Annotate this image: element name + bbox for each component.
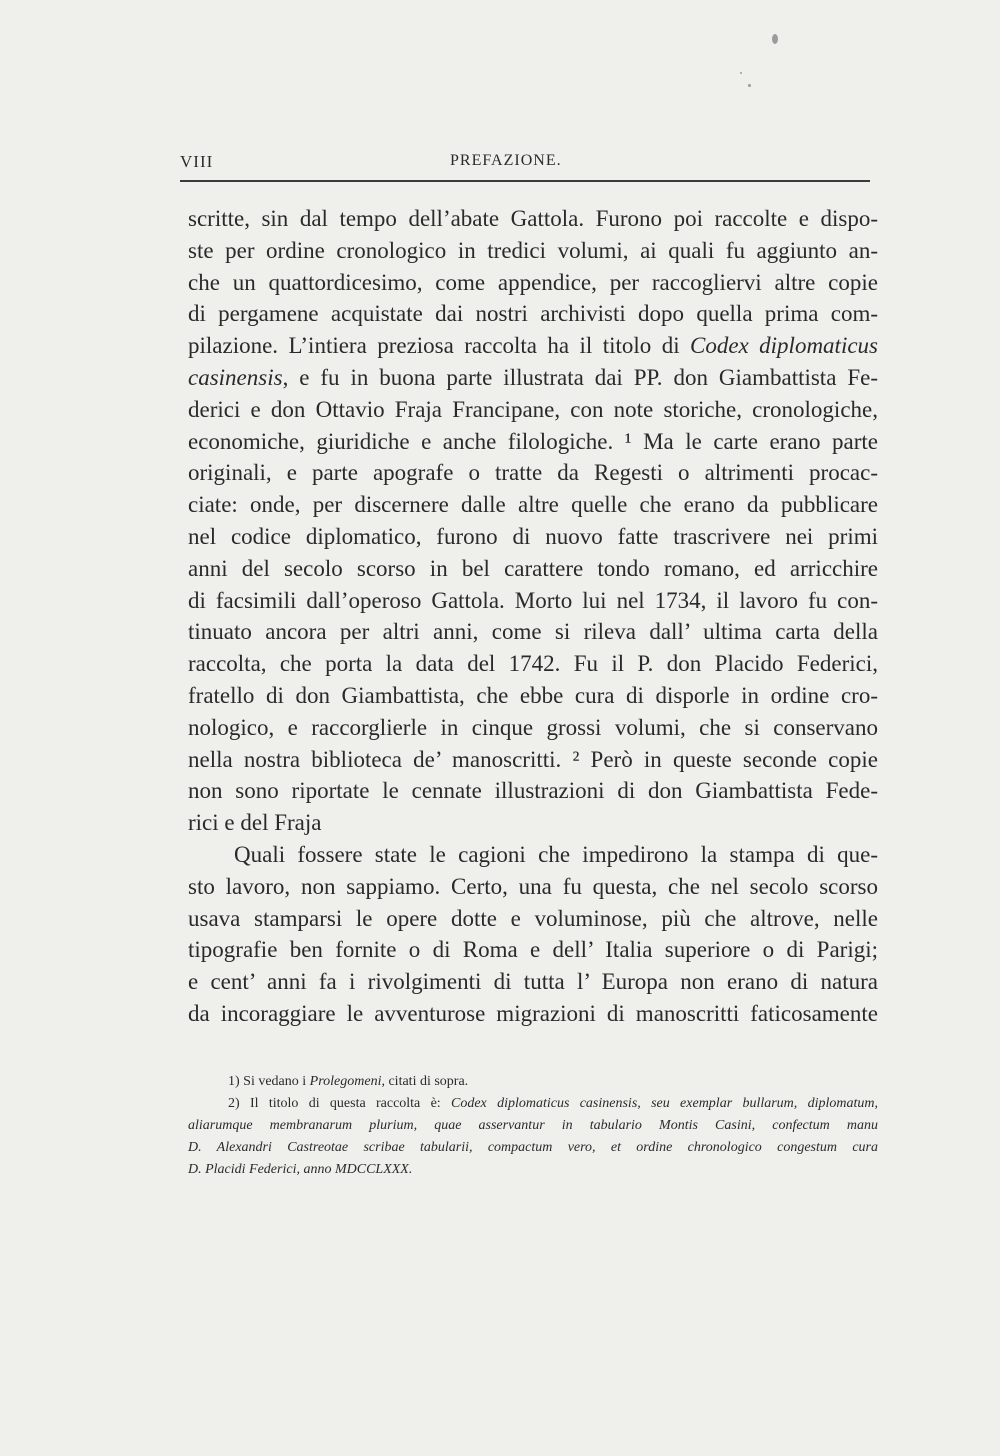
text-line: ciate: onde, per discernere dalle altre quelle che erano da pubblicare <box>188 492 878 518</box>
text-line: e cent’ anni fa i rivolgimenti di tutta l’ Europa non erano di natura <box>188 969 878 995</box>
text-line: raccolta, che porta la data del 1742. Fu il P. don Placido Federici, <box>188 651 878 677</box>
text-line: ste per ordine cronologico in tredici volumi, ai quali fu aggiunto an- <box>188 237 878 263</box>
text-line: di facsimili dall’operoso Gattola. Morto lui nel 1734, il lavoro fu con- <box>188 587 878 613</box>
text-line: tipografie ben fornite o di Roma e dell’ Italia superiore o di Parigi; <box>188 937 878 963</box>
header-rule <box>180 180 870 182</box>
text-line: nologico, e raccorglierle in cinque grossi volumi, che si conservano <box>188 714 878 740</box>
text-line: nella nostra biblioteca de’ manoscritti. ² Però in queste seconde copie <box>188 746 878 772</box>
text-line: nel codice diplomatico, furono di nuovo fatte trascrivere nei primi <box>188 523 878 549</box>
footnote-line: 1) Si vedano i Prolegomeni, citati di sopra. <box>228 1074 469 1089</box>
page-number: VIII <box>180 152 214 171</box>
footnote-line: D. Alexandri Castreotae scribae tabularii, compactum vero, et ordine chronologico congestum cura <box>188 1140 878 1155</box>
ink-speck <box>772 34 778 44</box>
footnote-line: aliarumque membranarum plurium, quae asservantur in tabulario Montis Casini, confectum manu <box>188 1118 878 1133</box>
text-line: di pergamene acquistate dai nostri archivisti dopo quella prima com- <box>188 301 878 327</box>
text-line: sto lavoro, non sappiamo. Certo, una fu questa, che nel secolo scorso <box>188 873 878 899</box>
footnote-line: 2) Il titolo di questa raccolta è: Codex diplomaticus casinensis, seu exemplar bullarum, diplomatum, <box>228 1096 878 1111</box>
text-line: casinensis, e fu in buona parte illustrata dai PP. don Giambattista Fe- <box>188 364 878 390</box>
ink-speck <box>740 72 742 74</box>
text-line: tinuato ancora per altri anni, come si rileva dall’ ultima carta della <box>188 619 878 645</box>
text-line: economiche, giuridiche e anche filologiche. ¹ Ma le carte erano parte <box>188 428 878 454</box>
footnotes <box>188 1071 878 1181</box>
text-line: derici e don Ottavio Fraja Francipane, con note storiche, cronologiche, <box>188 396 878 422</box>
running-head: PREFAZIONE. <box>450 152 562 169</box>
text-line: anni del secolo scorso in bel carattere tondo romano, ed arricchire <box>188 555 878 581</box>
text-line: pilazione. L’intiera preziosa raccolta ha il titolo di Codex diplomaticus <box>188 333 878 359</box>
ink-speck <box>748 84 751 87</box>
text-line: Quali fossere state le cagioni che impedirono la stampa di que- <box>234 841 878 867</box>
text-line: che un quattordicesimo, come appendice, per raccogliervi altre copie <box>188 269 878 295</box>
text-line: non sono riportate le cennate illustrazioni di don Giambattista Fede- <box>188 778 878 804</box>
text-line: rici e del Fraja <box>188 810 322 836</box>
body-text <box>188 203 878 1030</box>
text-line: originali, e parte apografe o tratte da Regesti o altrimenti procac- <box>188 460 878 486</box>
italic-title: Codex diplomaticus <box>690 333 878 359</box>
text-line: da incoraggiare le avventurose migrazioni di manoscritti faticosamente <box>188 1000 878 1026</box>
page-header <box>180 152 870 178</box>
footnote-line: D. Placidi Federici, anno MDCCLXXX. <box>188 1162 413 1177</box>
italic-title: casinensis <box>188 364 283 390</box>
text-line: fratello di don Giambattista, che ebbe cura di disporle in ordine cro- <box>188 682 878 708</box>
text-line: usava stamparsi le opere dotte e voluminose, più che altrove, nelle <box>188 905 878 931</box>
text-line: scritte, sin dal tempo dell’abate Gattola. Furono poi raccolte e dispo- <box>188 206 878 231</box>
